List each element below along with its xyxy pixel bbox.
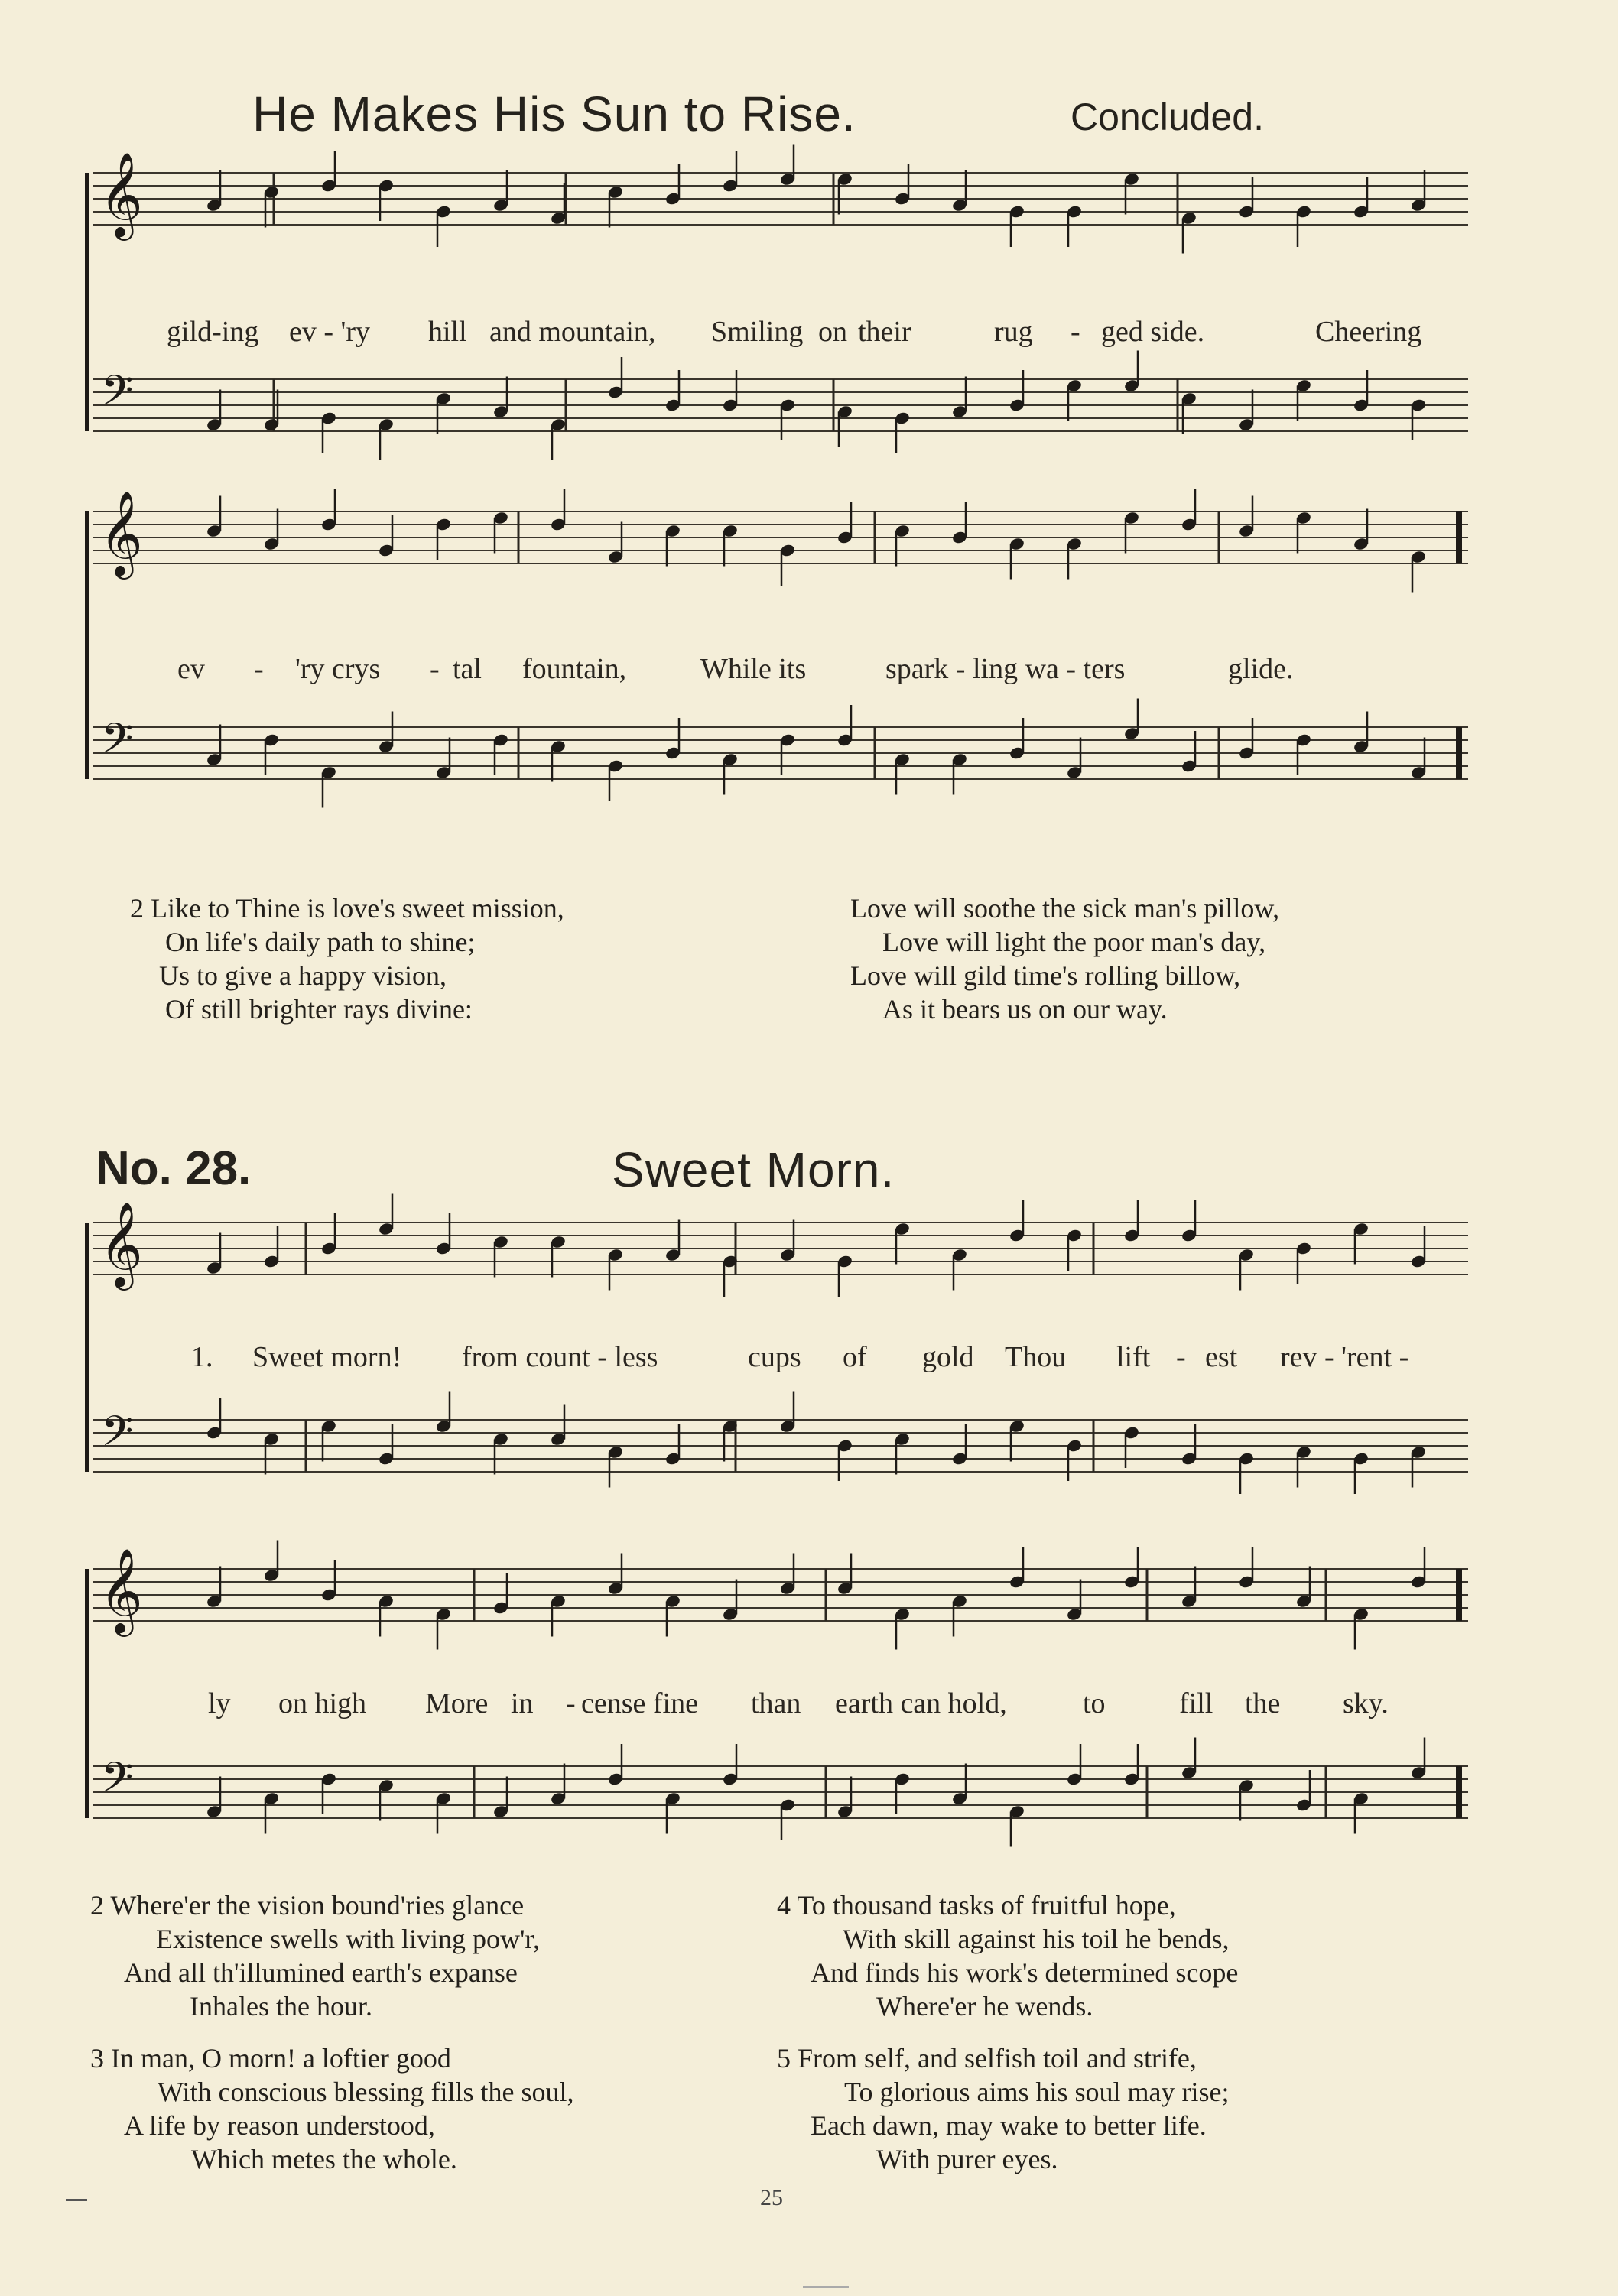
lyric-syllable: of [843, 1341, 867, 1373]
verse-line: Existence swells with living pow'r, [156, 1924, 540, 1954]
lyric-syllable: cups [748, 1341, 801, 1373]
lyric-syllable: tal [453, 653, 482, 685]
lyric-syllable: than [751, 1687, 801, 1720]
lyric-syllable: in [511, 1687, 534, 1720]
lyric-syllable: sky. [1343, 1687, 1389, 1720]
page-number: 25 [760, 2185, 783, 2210]
lyric-syllable: fill [1179, 1687, 1214, 1720]
lyric-syllable: on high [278, 1687, 367, 1720]
verse-line: 2 Like to Thine is love's sweet mission, [130, 893, 564, 924]
lyric-syllable: hill [428, 316, 467, 348]
lyric-syllable: Thou [1005, 1341, 1067, 1373]
lyric-syllable: on [818, 316, 847, 348]
lyric-syllable: ly [208, 1687, 231, 1720]
score-system-1 [76, 153, 1468, 482]
lyric-syllable: - [430, 653, 440, 685]
song-subtitle: Concluded. [1071, 96, 1264, 138]
margin-mark [803, 2286, 849, 2288]
lyric-syllable: - [566, 1687, 576, 1720]
bass-clef-icon: 𝄢 [101, 1407, 134, 1466]
lyric-syllable: from count - less [462, 1341, 658, 1373]
verse-line: With conscious blessing fills the soul, [158, 2077, 574, 2107]
lyric-syllable: gold [922, 1341, 974, 1373]
verse-line: With purer eyes. [876, 2144, 1058, 2174]
bass-clef-icon: 𝄢 [101, 366, 134, 426]
lyric-syllable: Sweet morn! [252, 1341, 402, 1373]
margin-mark [66, 2199, 87, 2201]
treble-clef-icon: 𝄞 [99, 151, 143, 238]
lyric-syllable: While its [700, 653, 807, 685]
lyrics-line-3 [76, 1340, 1468, 1379]
song2-verse-4 [777, 1888, 1238, 2023]
score-system-3 [76, 1201, 1468, 1541]
song-title: He Makes His Sun to Rise. [252, 86, 856, 141]
lyric-syllable: Cheering [1315, 316, 1422, 348]
verse-line: Where'er he wends. [876, 1991, 1093, 2022]
lyric-syllable: rev - 'rent - [1280, 1341, 1409, 1373]
hymn-number: No. 28. [96, 1142, 252, 1195]
treble-clef-icon: 𝄞 [99, 1547, 143, 1634]
verse-line: Which metes the whole. [191, 2144, 457, 2174]
verse-line: Love will light the poor man's day, [882, 927, 1266, 957]
song1-verse-2-left [130, 891, 564, 1026]
lyric-syllable: lift [1116, 1341, 1151, 1373]
lyric-syllable: rug [994, 316, 1033, 348]
lyrics-line-1 [76, 315, 1468, 353]
lyric-syllable: 'ry crys [295, 653, 381, 685]
lyric-syllable: glide. [1228, 653, 1294, 685]
lyrics-line-2 [76, 652, 1468, 690]
lyric-syllable: their [858, 316, 911, 348]
verse-line: Us to give a happy vision, [159, 960, 447, 991]
verse-line: Of still brighter rays divine: [165, 994, 473, 1025]
bass-clef-icon: 𝄢 [101, 1753, 134, 1813]
score-system-4 [76, 1544, 1468, 1904]
bass-clef-icon: 𝄢 [101, 714, 134, 774]
verse-line: Inhales the hour. [190, 1991, 372, 2022]
song2-verse-3 [90, 2041, 574, 2176]
song2-verse-2 [90, 1888, 540, 2023]
lyric-syllable: gild-ing [167, 316, 259, 348]
verse-line: And finds his work's determined scope [811, 1957, 1239, 1988]
lyric-syllable: ev [177, 653, 205, 685]
score-system-2 [76, 490, 1468, 868]
treble-clef-icon: 𝄞 [99, 490, 143, 576]
verse-line: On life's daily path to shine; [165, 927, 476, 957]
verse-line: 3 In man, O morn! a loftier good [90, 2043, 451, 2074]
verse-line: Love will soothe the sick man's pillow, [850, 893, 1280, 924]
verse-line: With skill against his toil he bends, [843, 1924, 1230, 1954]
verse-line: Each dawn, may wake to better life. [811, 2110, 1207, 2141]
lyric-syllable: - [1176, 1341, 1186, 1373]
verse-line: As it bears us on our way. [882, 994, 1168, 1025]
song1-verse-2-right [850, 891, 1279, 1026]
lyric-syllable: fountain, [522, 653, 627, 685]
verse-line: And all th'illumined earth's expanse [124, 1957, 518, 1988]
lyric-syllable: the [1245, 1687, 1281, 1720]
hymn-title: Sweet Morn. [612, 1142, 895, 1197]
lyric-syllable: earth can hold, [835, 1687, 1007, 1720]
lyric-syllable: spark - ling wa - ters [885, 653, 1126, 685]
lyric-syllable: - [1071, 316, 1080, 348]
lyrics-line-4 [76, 1687, 1468, 1725]
lyric-syllable: est [1205, 1341, 1238, 1373]
lyric-syllable: ev - 'ry [289, 316, 371, 348]
treble-clef-icon: 𝄞 [99, 1201, 143, 1288]
song2-verse-5 [777, 2041, 1229, 2176]
song-title-row [252, 86, 1399, 147]
verse-line: To glorious aims his soul may rise; [844, 2077, 1230, 2107]
verse-line: 4 To thousand tasks of fruitful hope, [777, 1890, 1176, 1921]
lyric-syllable: Smiling [711, 316, 804, 348]
verse-line: 5 From self, and selfish toil and strife, [777, 2043, 1197, 2074]
lyric-syllable: More [425, 1687, 489, 1720]
verse-line: 2 Where'er the vision bound'ries glance [90, 1890, 525, 1921]
lyric-syllable: ged side. [1101, 316, 1205, 348]
verse-line: A life by reason understood, [124, 2110, 435, 2141]
lyric-syllable: 1. [191, 1341, 213, 1373]
lyric-syllable: to [1083, 1687, 1106, 1720]
lyric-syllable: cense fine [581, 1687, 698, 1720]
lyric-syllable: and mountain, [489, 316, 656, 348]
lyric-syllable: - [254, 653, 264, 685]
verse-line: Love will gild time's rolling billow, [850, 960, 1241, 991]
